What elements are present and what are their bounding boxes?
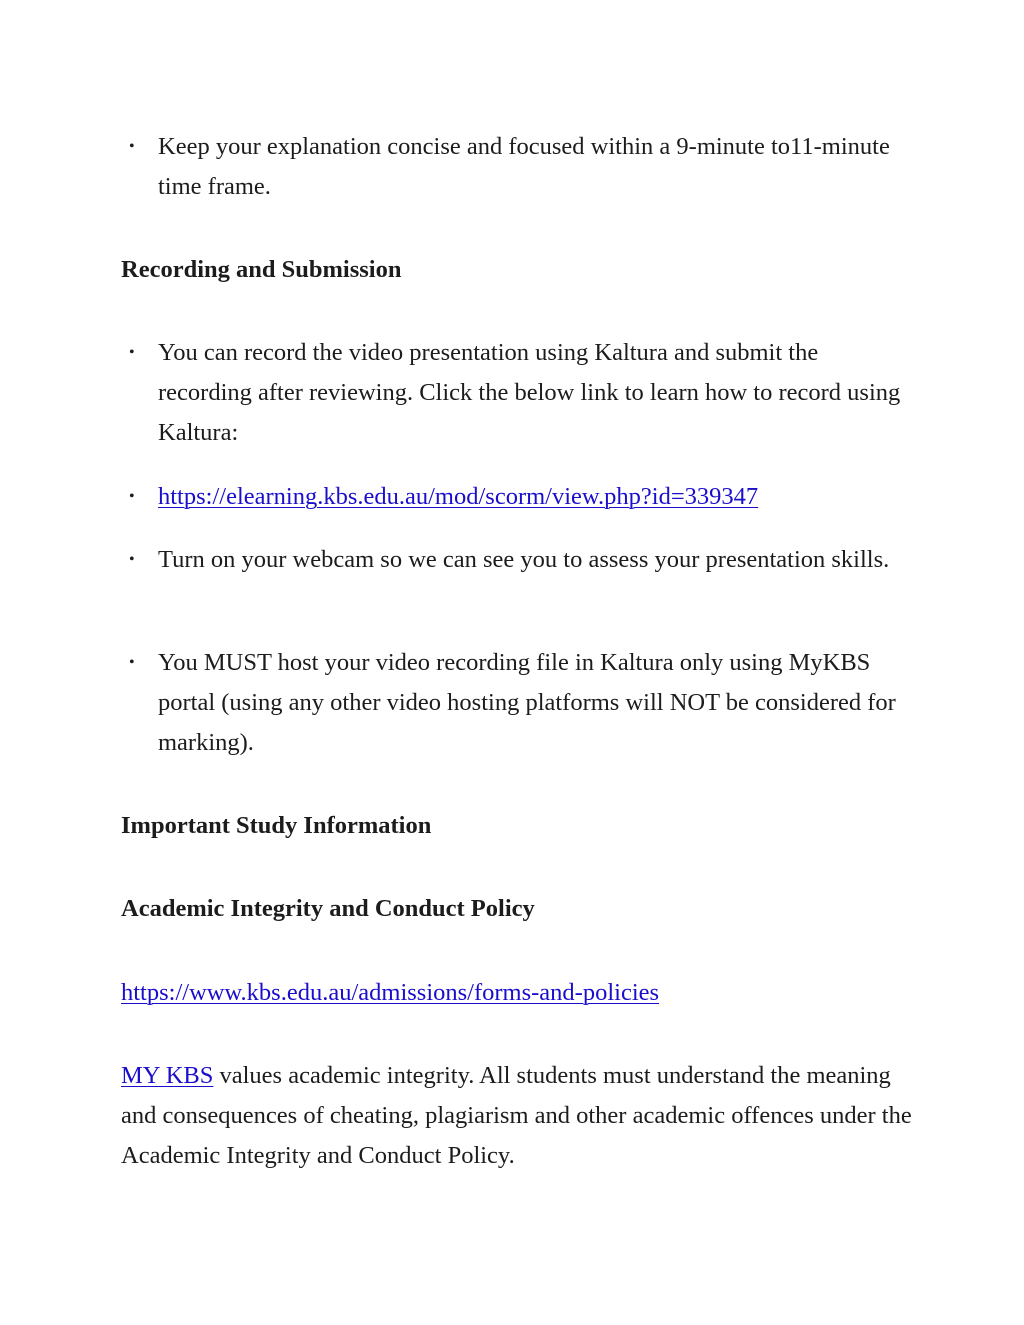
list-item — [129, 477, 918, 517]
list-item — [129, 333, 918, 453]
bullet-icon: • — [129, 138, 135, 155]
list-item — [129, 643, 918, 763]
list-item-text: You MUST host your video recording file in Kaltura only using MyKBS portal (using any other video hosting platforms will NOT be considered for marking). — [158, 649, 896, 756]
section-heading-study-info: Important Study Information — [121, 812, 432, 839]
bullet-icon: • — [129, 488, 135, 505]
list-item-text: Keep your explanation concise and focused within a 9-minute to11-minute time frame. — [158, 133, 890, 200]
forms-and-policies-link[interactable]: https://www.kbs.edu.au/admissions/forms-and-policies — [121, 979, 660, 1006]
section-heading-recording: Recording and Submission — [121, 256, 402, 283]
integrity-paragraph-text: values academic integrity. All students must understand the meaning and consequences of cheating, plagiarism and other academic offences under the Academic Integrity and Conduct Policy. — [121, 1062, 912, 1169]
bullet-icon: • — [129, 654, 135, 671]
section-heading-integrity: Academic Integrity and Conduct Policy — [121, 895, 535, 922]
bullet-icon: • — [129, 551, 135, 568]
list-item — [129, 127, 918, 207]
kaltura-guide-link[interactable]: https://elearning.kbs.edu.au/mod/scorm/view.php?id=339347 — [158, 483, 759, 510]
bullet-icon: • — [129, 344, 135, 361]
list-item — [129, 540, 918, 580]
list-item-text: You can record the video presentation using Kaltura and submit the recording after reviewing. Click the below link to learn how to record using Kaltura: — [158, 339, 901, 446]
integrity-paragraph — [121, 1056, 921, 1176]
policies-link-paragraph — [121, 973, 921, 1013]
list-item-text: Turn on your webcam so we can see you to assess your presentation skills. — [158, 546, 890, 573]
my-kbs-link[interactable]: MY KBS — [121, 1062, 214, 1089]
